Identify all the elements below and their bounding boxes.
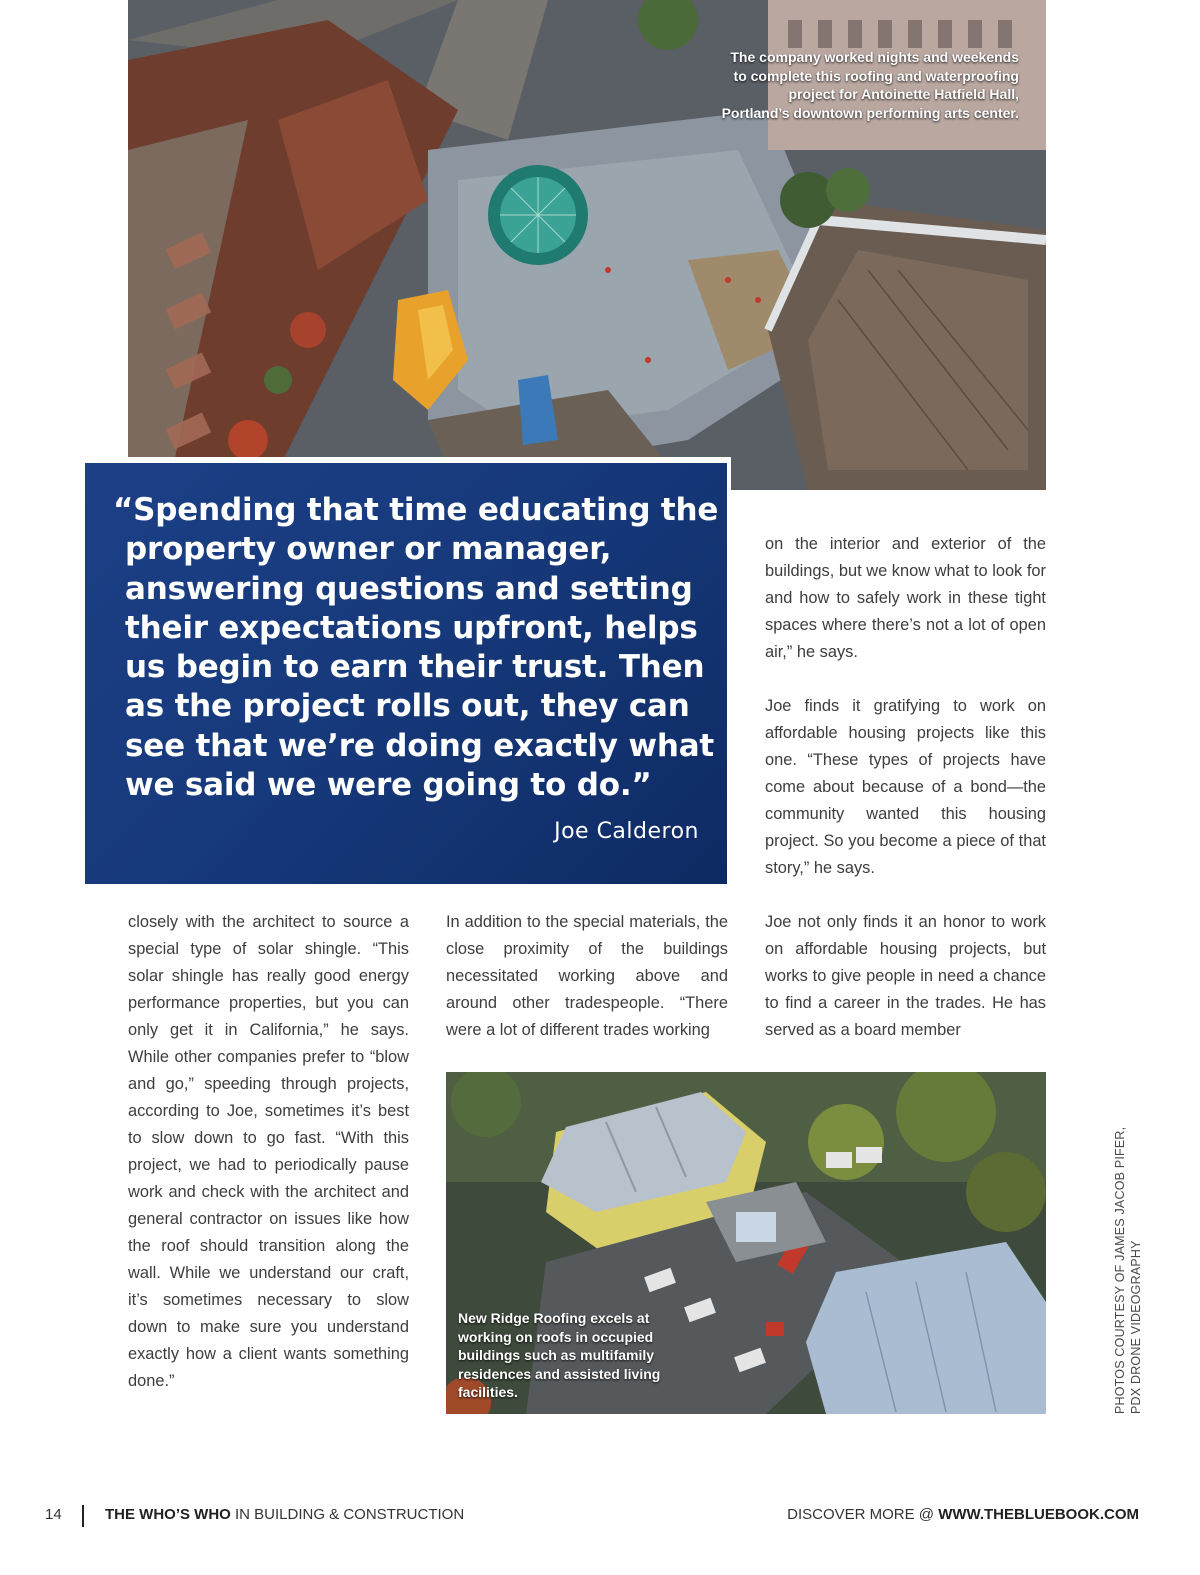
top-photo-caption: The company worked nights and weekends to complete this roofing and waterproofing project for Antoinette Hatfield Hall, Portland’s downtown performing arts center.: [721, 49, 1019, 121]
article-paragraph: on the interior and exterior of the buildings, but we know what to look for and how to safely work in these tight spaces where there’s not a lot of open air,” he says.: [765, 535, 1046, 661]
website-link[interactable]: WWW.THEBLUEBOOK.COM: [938, 1506, 1139, 1523]
publication-name: [105, 1506, 464, 1523]
pull-quote-text: “Spending that time educating the property owner or manager, answering questions and setting their expectations upfront, helps us begin to earn their trust. Then as the project rolls out, they can see that we’re doing exactly what we said we were going to do.”: [113, 492, 719, 804]
article-column-left: closely with the architect to source a special type of solar shingle. “This solar shingle has really good energy performance properties, but you can only get it in California,” he says. While other companies prefer to “blow and go,” speeding through projects, according to Joe, sometimes it’s best to slow down to go fast. “With this project, we had to periodically pause work and check with the architect and general contractor on issues like how the roof should transition along the wall. While we understand our craft, it’s sometimes necessary to slow down to make sure you understand exactly how a client wants something done.”: [128, 913, 409, 1390]
article-paragraph: Joe finds it gratifying to work on affordable housing projects like this one. “These types of projects have come about because of a bond—the community wanted this housing project. So you become a piece of that story,” he says.: [765, 697, 1046, 877]
footer-divider: [82, 1505, 84, 1527]
publication-name-rest: IN BUILDING & CONSTRUCTION: [230, 1506, 465, 1523]
bottom-photo-caption: New Ridge Roofing excels at working on roofs in occupied buildings such as multifamily residences and assisted living facilities.: [458, 1310, 661, 1401]
article-column-middle: In addition to the special materials, the close proximity of the buildings necessitated working above and around other tradespeople. “There were a lot of different trades working: [446, 913, 728, 1039]
publication-name-bold: THE WHO’S WHO: [105, 1506, 231, 1523]
article-column-right: Joe not only finds it an honor to work on affordable housing projects, but works to give people in need a chance to find a career in the trades. He has served as a board member: [765, 913, 1046, 1039]
pull-quote-author: Joe Calderon: [554, 819, 699, 844]
page-number: 14: [45, 1506, 62, 1523]
photo-credit: PHOTOS COURTESY OF JAMES JACOB PIFER, PDX DRONE VIDEOGRAPHY: [1113, 1126, 1143, 1414]
discover-prefix: DISCOVER MORE @: [787, 1506, 939, 1523]
pull-quote-box: [85, 463, 727, 884]
discover-more: [787, 1506, 1139, 1523]
